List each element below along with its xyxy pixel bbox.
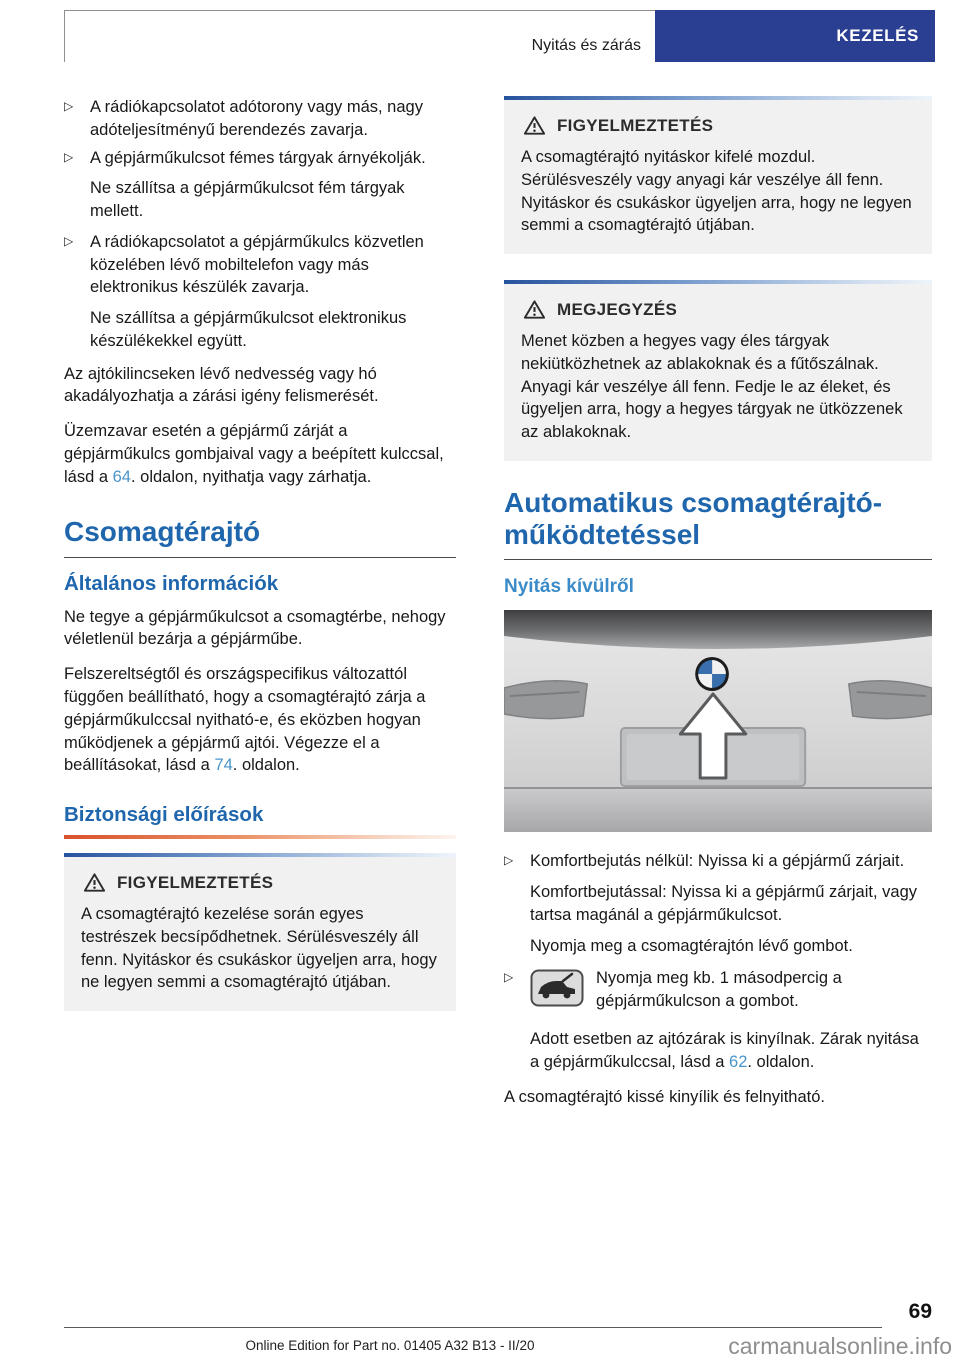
paragraph-text: . oldalon, nyithatja vagy zárhatja.: [130, 467, 372, 486]
chapter-tab: KEZELÉS: [655, 10, 935, 62]
list-item-note: Komfortbejutással: Nyissa ki a gépjármű zárjait, vagy tartsa magánál a gépjárműkulcsot.: [530, 883, 917, 924]
warning-title-row: [521, 115, 915, 136]
paragraph-final: A csomagtérajtó kissé kinyílik és felnyitható.: [504, 1087, 825, 1106]
watermark: carmanualsonline.info: [728, 1333, 952, 1359]
triangle-bullet-icon: ▷: [64, 99, 74, 113]
trunk-photo-graphic: [504, 610, 932, 832]
warning-triangle-icon: [523, 115, 546, 136]
warning-text: A csomagtérajtó nyitáskor kifelé mozdul. Sérülésveszély vagy anyagi kár veszélye áll fenn. Nyitáskor és csukáskor ügyeljen arra, hogy ne legyen semmi a csomagtérajtó útjában.: [521, 148, 912, 235]
warning-box-body: [64, 857, 456, 1011]
key-trunk-button-icon: [530, 969, 584, 1014]
paragraph-text: Adott esetben az ajtózárak is kinyílnak. Zárak nyitása a gépjárműkulccsal, lásd a: [530, 1030, 919, 1071]
warning-triangle-icon: [523, 299, 546, 320]
paragraph-key-in-trunk: Ne tegye a gépjárműkulcsot a csomagtérbe, nehogy véletlenül bezárja a gépjárműbe.: [64, 607, 446, 649]
left-column: [64, 96, 456, 1120]
list-item: [64, 96, 456, 142]
page-header: [64, 10, 935, 62]
list-item-text: A rádiókapcsolatot a gépjárműkulcs közvetlen közelében lévő mobiltelefon vagy más elektronikus készülék zavarja.: [90, 232, 424, 297]
paragraph-settings: [64, 663, 456, 777]
warning-title: FIGYELMEZTETÉS: [117, 872, 274, 892]
warning-box: [64, 853, 456, 1011]
section-heading-trunk: Csomagtérajtó: [64, 516, 456, 557]
warning-triangle-icon: [83, 872, 106, 893]
warning-text: A csomagtérajtó kezelése során egyes testrészek becsípődhetnek. Sérülésveszély áll fenn. Nyitáskor és csukáskor ügyeljen arra, hogy ne legyen semmi a csomagtérajtó útjában.: [81, 905, 437, 992]
list-item: [64, 231, 456, 299]
header-section-title: Nyitás és zárás: [531, 37, 641, 54]
bmw-roundel-icon: [695, 657, 729, 691]
list-item-note: [530, 1028, 932, 1074]
warning-title-row: [81, 872, 439, 893]
triangle-bullet-icon: ▷: [64, 149, 74, 164]
warning-box-body: [504, 100, 932, 254]
list-item-note: Ne szállítsa a gépjárműkulcsot elektronikus készülékekkel együtt.: [90, 309, 407, 350]
note-title-row: [521, 299, 915, 320]
triangle-bullet-icon: ▷: [64, 233, 74, 248]
header-rule-box: [64, 10, 655, 62]
paragraph-moisture: Az ajtókilincseken lévő nedvesség vagy hó akadályozhatja a zárási igény felismerését.: [64, 364, 379, 406]
paragraph-text: Felszereltségtől és országspecifikus változattól függően beállítható, hogy a csomagtérajtó zárja a gépjárműkulccsal nyitható-e, és eközben hogyan működjenek a gépjármű ajtói. Végezze el a beállításokat, lásd a: [64, 665, 426, 775]
list-item-note: Nyomja meg a csomagtérajtón lévő gombot.: [530, 936, 853, 955]
page-content: [64, 96, 932, 1120]
list-item-text: A gépjárműkulcsot fémes tárgyak árnyékolják.: [90, 148, 426, 167]
list-item-body: [530, 967, 932, 1018]
note-text: Menet közben a hegyes vagy éles tárgyak nekiütközhetnek az ablakoknak és a fűtőszálnak. Anyagi kár veszélye áll fenn. Fedje le az éleket, és ügyeljen arra, hogy a hegyes tárgyak ne ütközzenek az ablakoknak.: [521, 332, 903, 442]
triangle-bullet-icon: ▷: [504, 970, 514, 985]
paragraph-text: . oldalon.: [232, 756, 300, 775]
warning-title: FIGYELMEZTETÉS: [557, 115, 714, 135]
warning-box: [504, 96, 932, 254]
right-column: [504, 96, 932, 1120]
trunk-opening-photo: [504, 610, 932, 832]
list-item-text: Komfortbejutás nélkül: Nyissa ki a gépjármű zárjait.: [530, 852, 905, 871]
paragraph-text: . oldalon.: [747, 1052, 815, 1071]
page-number: 69: [908, 1300, 932, 1323]
note-box-body: [504, 284, 932, 461]
paragraph-malfunction: [64, 420, 456, 488]
list-item-note: Ne szállítsa a gépjárműkulcsot fém tárgyak mellett.: [90, 179, 405, 221]
list-item: [504, 850, 932, 873]
safety-accent-rule: [64, 835, 456, 839]
section-heading-auto-tailgate: Automatikus csomagtérajtó-működtetéssel: [504, 487, 932, 560]
footer-rule: [64, 1327, 882, 1328]
page-ref-link-64[interactable]: 64: [112, 467, 131, 486]
subheading-general-info: Általános információk: [64, 571, 279, 595]
triangle-bullet-icon: ▷: [504, 853, 514, 868]
list-item: [504, 967, 932, 1018]
paragraph-text: Üzemzavar esetén a gépjármű zárját a gépjárműkulcs gombjaival vagy a beépített kulccsal, lásd a: [64, 422, 444, 486]
edition-note: Online Edition for Part no. 01405 A32 B13 - II/20: [245, 1338, 535, 1353]
list-item-text: A rádiókapcsolatot adótorony vagy más, nagy adóteljesítményű berendezés zavarja.: [90, 98, 423, 139]
subheading-open-from-outside: Nyitás kívülről: [504, 576, 634, 598]
page-ref-link-62[interactable]: 62: [729, 1052, 748, 1071]
note-box: [504, 280, 932, 461]
subheading-safety-notes: Biztonsági előírások: [64, 803, 264, 827]
list-item-text: Nyomja meg kb. 1 másodpercig a gépjárműkulcson a gombot.: [596, 969, 842, 1011]
note-title: MEGJEGYZÉS: [557, 299, 678, 319]
list-item: [64, 147, 456, 170]
page-ref-link-74[interactable]: 74: [214, 756, 233, 775]
